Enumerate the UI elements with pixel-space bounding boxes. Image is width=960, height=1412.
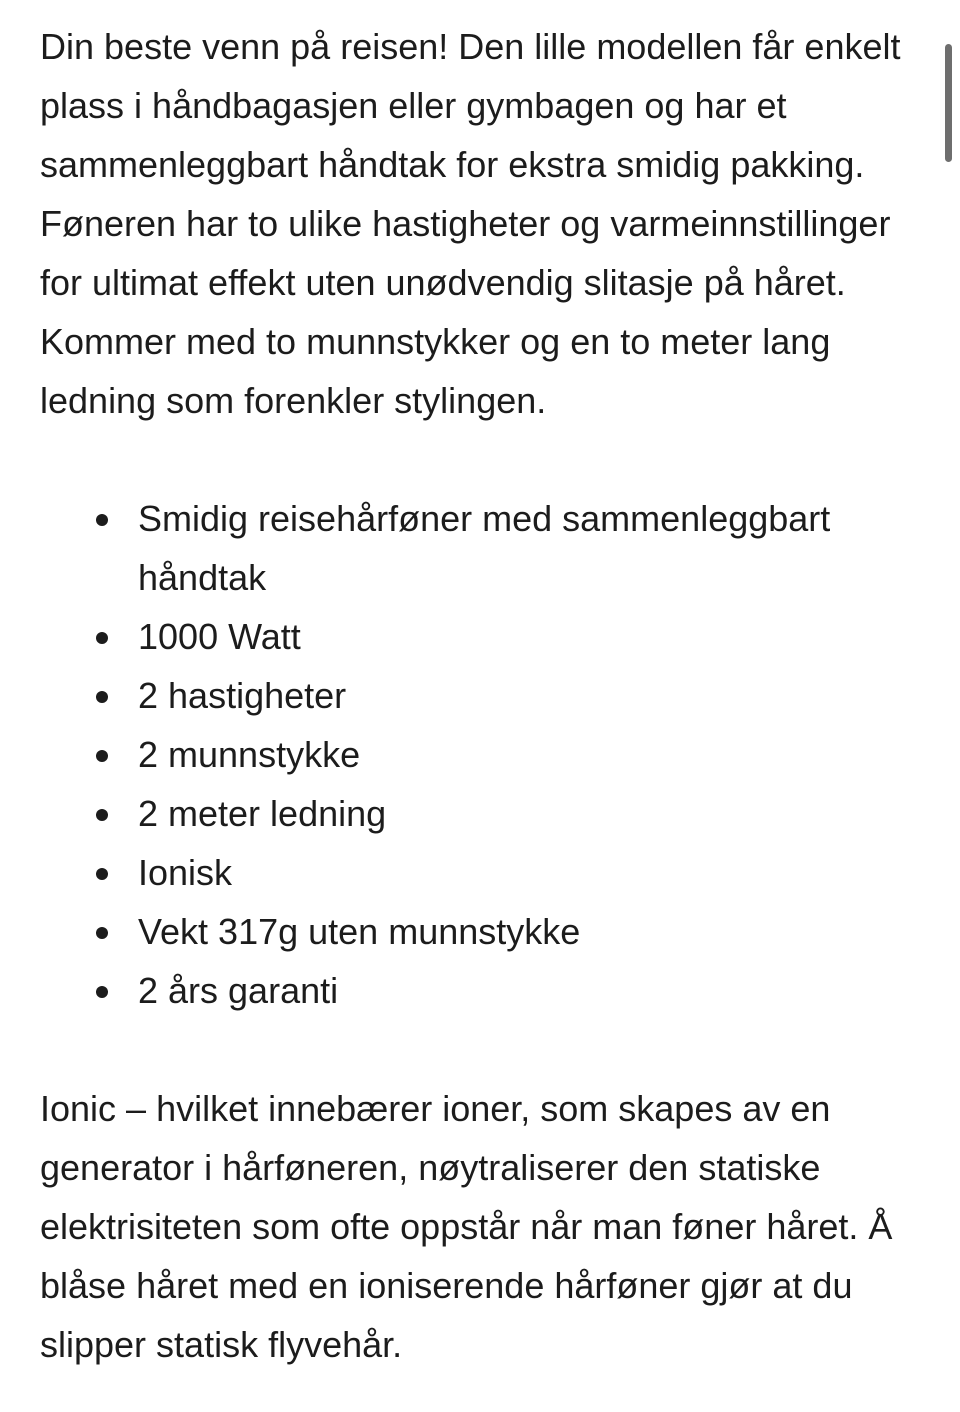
list-item-text: 2 meter ledning: [138, 793, 387, 834]
list-item: [40, 725, 908, 784]
list-item-text: Smidig reisehårføner med sammenleggbart håndtak: [138, 498, 831, 598]
product-description: [40, 17, 920, 1374]
intro-paragraph: Din beste venn på reisen! Den lille modellen får enkelt plass i håndbagasjen eller gymbagen og har et sammenleggbart håndtak for ekstra smidig pakking. Føneren har to ulike hastigheter og varmeinnstillinger for ultimat effekt uten unødvendig slitasje på håret. Kommer med to munnstykker og en to meter lang ledning som forenkler stylingen.: [40, 26, 901, 421]
bullet-icon: [96, 809, 108, 821]
list-item: [40, 961, 908, 1020]
bullet-icon: [96, 514, 108, 526]
list-item-text: 2 munnstykke: [138, 734, 361, 775]
list-item-text: 2 års garanti: [138, 970, 339, 1011]
bullet-icon: [96, 986, 108, 998]
bullet-icon: [96, 691, 108, 703]
list-item-text: 2 hastigheter: [138, 675, 347, 716]
feature-list: [40, 489, 920, 1020]
list-item-text: Ionisk: [138, 852, 233, 893]
list-item-text: 1000 Watt: [138, 616, 301, 657]
list-item: [40, 489, 908, 607]
ionic-paragraph: Ionic – hvilket innebærer ioner, som skapes av en generator i hårføneren, nøytraliserer den statiske elektrisiteten som ofte oppstår når man føner håret. Å blåse håret med en ioniserende hårføner gjør at du slipper statisk flyvehår.: [40, 1088, 893, 1365]
bullet-icon: [96, 927, 108, 939]
list-item: [40, 607, 908, 666]
scrollbar[interactable]: [945, 44, 952, 162]
list-item: [40, 784, 908, 843]
bullet-icon: [96, 632, 108, 644]
list-item: [40, 666, 908, 725]
list-item: [40, 902, 908, 961]
bullet-icon: [96, 750, 108, 762]
list-item-text: Vekt 317g uten munnstykke: [138, 911, 581, 952]
list-item: [40, 843, 908, 902]
bullet-icon: [96, 868, 108, 880]
